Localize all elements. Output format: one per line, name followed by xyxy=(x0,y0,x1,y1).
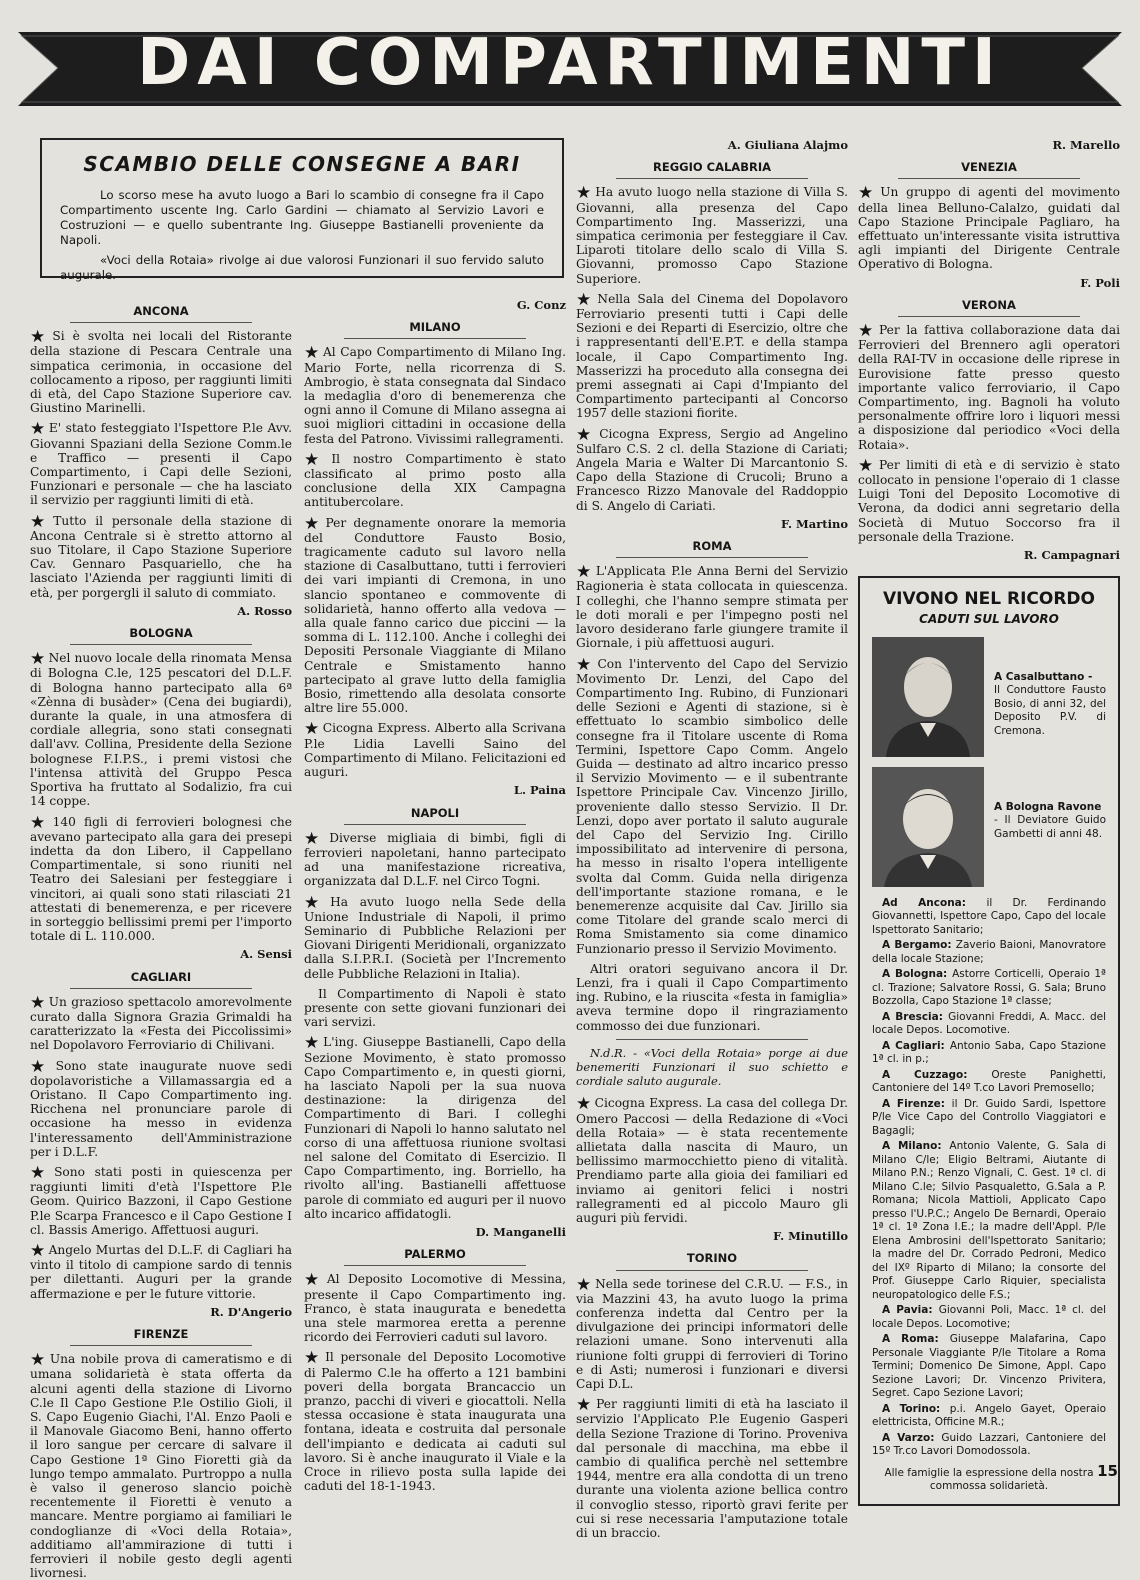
star-icon: ★ xyxy=(30,1240,46,1261)
divider xyxy=(70,644,252,645)
divider xyxy=(344,338,526,339)
divider xyxy=(616,557,808,558)
memorial-list-text: Giovanni Freddi, A. Macc. del locale Depos. Locomotive. xyxy=(872,1010,1106,1037)
memorial-place: A Casalbuttano - xyxy=(994,670,1093,683)
news-text: Un grazioso spettacolo amorevolmente curato dalla Signora Grazia Grimaldi ha caratterizzato la «Festa dei Piccolissimi» nel Dopolavoro Ferroviario di Chilivani. xyxy=(30,994,292,1053)
memorial-list-text: Oreste Panighetti, Cantoniere del 14º T.co Lavori Premosello; xyxy=(872,1068,1106,1095)
news-item xyxy=(304,449,566,510)
star-icon: ★ xyxy=(304,513,323,534)
news-item xyxy=(30,421,292,507)
news-text: Per raggiunti limiti di età ha lasciato il servizio l'Applicato P.le Eugenio Gasperi della Sezione Trazione di Torino. Proveniva dal personale di macchina, ma ebbe il cambio di qualifica perchè nel settembre 1944, mentre era alla condotta di un treno durante una violenta azione bellica contro il convoglio stesso, riportò gravi ferite per cui si rese necessaria l'amputazione totale di un braccio. xyxy=(576,1397,848,1541)
bari-box xyxy=(40,138,564,282)
news-item xyxy=(30,511,292,600)
star-icon: ★ xyxy=(30,1056,53,1077)
news-item xyxy=(30,812,292,944)
news-item xyxy=(304,345,566,445)
memorial-list-place: A Roma: xyxy=(882,1333,950,1346)
star-icon: ★ xyxy=(304,719,320,740)
memorial-list-item xyxy=(872,1140,1106,1302)
signature: A. Rosso xyxy=(237,603,292,618)
signature: R. Marello xyxy=(1052,138,1120,152)
divider xyxy=(344,824,526,825)
news-text: Nella sede torinese del C.R.U. — F.S., in via Mazzini 43, ha avuto luogo la prima conferenza indetta dal Centro per la divulgazione dei principi informatori delle relazioni umane. Sono intervenuti alla riunione folti gruppi di ferrovieri di Torino e di Asti; numerosi i funzionari e diversi Capi D.L. xyxy=(576,1276,848,1392)
star-icon: ★ xyxy=(30,649,46,670)
section-title-torino: TORINO xyxy=(686,1251,738,1266)
news-paragraph: Il Compartimento di Napoli è stato presente con sette giovani funzionari dei vari servizi. xyxy=(304,986,566,1030)
section-title-roma: ROMA xyxy=(692,539,732,554)
news-paragraph: Altri oratori seguivano ancora il Dr. Lenzi, fra i quali il Capo Compartimento ing. Rubino, e la riuscita «festa in famiglia» aveva termine dopo il ringraziamento commosso dei due funzionari. xyxy=(576,961,848,1033)
banner xyxy=(18,14,1122,122)
news-text: Per limiti di età e di servizio è stato collocato in pensione l'operaio di 1 classe Luigi Toni del Deposito Locomotive di Verona, da dodici anni segretario della Società di Mutuo Soccorso fra il personale della Trazione. xyxy=(858,457,1120,544)
section-title-bologna: BOLOGNA xyxy=(129,626,193,641)
memorial-list-place: Ad Ancona: xyxy=(882,896,987,909)
star-icon: ★ xyxy=(576,562,593,583)
star-icon: ★ xyxy=(576,289,595,310)
news-item xyxy=(30,1352,292,1580)
news-text: Cicogna Express. Alberto alla Scrivana P.le Lidia Lavelli Saino del Compartimento di Milano. Felicitazioni ed auguri. xyxy=(304,721,566,780)
signature: F. Minutillo xyxy=(773,1229,848,1244)
star-icon: ★ xyxy=(576,183,593,204)
memorial-list-place: A Brescia: xyxy=(882,1010,949,1023)
news-item xyxy=(858,455,1120,544)
section-title-milano: MILANO xyxy=(409,320,461,335)
signature: A. Sensi xyxy=(240,947,292,962)
section-title-reggio-calabria: REGGIO CALABRIA xyxy=(652,160,771,175)
news-item xyxy=(576,289,848,421)
divider xyxy=(344,1265,526,1266)
news-item xyxy=(858,185,1120,271)
memorial-list-item xyxy=(872,1098,1106,1139)
memorial-box xyxy=(858,576,1120,1505)
memorial-list-item xyxy=(872,1432,1106,1459)
signature: A. Giuliana Alajmo xyxy=(727,138,848,152)
news-item xyxy=(30,992,292,1053)
news-item xyxy=(30,1240,292,1301)
section-title-palermo: PALERMO xyxy=(404,1247,466,1262)
section-title-cagliari: CAGLIARI xyxy=(130,969,192,984)
memorial-list-text: Giuseppe Malafarina, Capo Personale Viaggiante P/le Titolare a Roma Termini; Domenico De Simone, Appl. Capo Sezione Lavori; Dr. Vincenzo Privitera, Segret. Capo Sezione Lavori; xyxy=(872,1333,1106,1400)
news-text: Un gruppo di agenti del movimento della linea Belluno-Calalzo, guidati dal Capo Stazione Principale Pagliaro, ha effettuato un'interessante visita istruttiva agli impianti del Dirigente Centrale Operativo di Bologna. xyxy=(858,185,1120,272)
memorial-list-place: A Torino: xyxy=(882,1402,950,1415)
news-text: L'Applicata P.le Anna Berni del Servizio Ragioneria è stata collocata in quiescenza. I colleghi, che l'hanno sempre stimata per le doti morali e per l'impegno posti nel lavoro desiderano farle giungere tramite il Giornale, i più affettuosi auguri. xyxy=(576,564,848,651)
bari-box-p1: Lo scorso mese ha avuto luogo a Bari lo scambio di consegne fra il Capo Compartimento uscente Ing. Carlo Gardini — chiamato al Servizio Lavori e Costruzioni — e quello subentrante Ing. Giuseppe Bastianelli proveniente da Napoli. xyxy=(60,188,544,247)
news-item xyxy=(304,1350,566,1493)
signature: F. Martino xyxy=(781,516,848,531)
memorial-person xyxy=(872,767,1106,887)
news-text: Una nobile prova di cameratismo e di umana solidarietà è stata offerta da alcuni agenti della stazione di Livorno C.le Il Capo Gestione P.le Ostilio Gioli, il S. Capo Eugenio Giachi, l'Al. Enzo Paoli e il Manovale Giacomo Beni, hanno offerto il loro sangue per cercare di salvare il Capo Gestione 1ª Gino Fioretti già da lungo tempo ammalato. Purtroppo a nulla è valso il generoso slancio poichè recentemente il Fioretti è venuto a mancare. Mentre porgiamo ai familiari le condoglianze di «Voci della Rotaia», additiamo all'ammirazione di tutti i ferrovieri il nobile gesto degli agenti livornesi. xyxy=(30,1352,292,1580)
memorial-list-place: A Cuzzago: xyxy=(882,1068,992,1081)
signature: D. Manganelli xyxy=(475,1224,566,1239)
memorial-list-item xyxy=(872,1069,1106,1096)
memorial-list-item xyxy=(872,968,1106,1009)
memorial-list-text: Astorre Corticelli, Operaio 1ª cl. Trazione; Salvatore Rossi, G. Sala; Bruno Bozzolla, Capo Stazione 1ª classe; xyxy=(872,968,1106,1008)
news-item xyxy=(30,1056,292,1159)
news-item xyxy=(576,654,848,956)
star-icon: ★ xyxy=(576,1094,592,1115)
memorial-place: A Bologna Ravone xyxy=(994,800,1102,813)
divider xyxy=(70,1345,252,1346)
editor-note: N.d.R. - «Voci della Rotaia» porge ai due benemeriti Funzionari il suo schietto e cordiale saluto augurale. xyxy=(576,1045,848,1089)
star-icon: ★ xyxy=(30,992,46,1013)
news-item xyxy=(30,1162,292,1237)
star-icon: ★ xyxy=(304,1270,324,1291)
bari-box-title: SCAMBIO DELLE CONSEGNE A BARI xyxy=(83,152,521,176)
column-4 xyxy=(858,138,1120,1493)
section-title-ancona: ANCONA xyxy=(133,304,189,318)
memorial-person xyxy=(872,637,1106,757)
news-text: Ha avuto luogo nella stazione di Villa S. Giovanni, alla presenza del Capo Compartimento Ing. Masserizzi, una simpatica cerimonia per festeggiare il Cav. Liparoti titolare dello scalo di Villa S. Giovanni, promosso Capo Stazione Superiore. xyxy=(576,185,848,286)
news-item xyxy=(304,1272,566,1344)
memorial-list-item xyxy=(872,1040,1106,1067)
news-text: L'ing. Giuseppe Bastianelli, Capo della Sezione Movimento, è stato promosso Capo Compartimento e, in questi giorni, ha lasciato Napoli per la sua nuova destinazione: la dirigenza del Compartimento di Bari. I colleghi Funzionari di Napoli lo hanno salutato nel corso di una affettuosa riunione svoltasi nel salone del Comitato di Esercizio. Il Capo Compartimento, ing. Borriello, ha rivolto all'ing. Bastianelli affettuose parole di commiato ed auguri per il nuovo alto incarico affidatogli. xyxy=(304,1035,566,1221)
news-item xyxy=(304,828,566,889)
memorial-list-place: A Firenze: xyxy=(882,1097,952,1110)
memorial-footer: Alle famiglie la espressione della nostra commossa solidarietà. xyxy=(884,1466,1094,1493)
memorial-list-place: A Bologna: xyxy=(882,968,953,981)
news-text: Il personale del Deposito Locomotive di Palermo C.le ha offerto a 121 bambini poveri della borgata Brancaccio un pranzo, pacchi di viveri e giocattoli. Nella stessa occasione è stata inaugurata una fontana, ideata e costruita dal personale dell'impianto e dedicata ai caduti sul lavoro. Si è anche inaugurato il Viale e la Croce in rilievo posta sulla lapide dei caduti del 18-1-1943. xyxy=(304,1350,566,1494)
news-text: Con l'intervento del Capo del Servizio Movimento Dr. Lenzi, del Capo del Compartimento Ing. Rubino, di Funzionari delle Sezioni e Agenti di stazione, si è effettuato lo scambio simbolico delle consegne fra il Titolare uscente di Roma Termini, Ispettore Capo Comm. Angelo Guida — destinato ad altro incarico presso il Servizio Movimento — e il subentrante Ispettore Principale Cav. Vincenzo Jirillo, proveniente dallo stesso Servizio. Il Dr. Lenzi, dopo aver portato il saluto augurale del Capo del Servizio Ing. Cirillo impossibilitato ad intervenire di persona, ha messo in risalto l'opera intelligente svolta dal Comm. Guida nella dirigenza dell'importante stazione romana, e le benemerenze acquisite dal Cav. Jirillo sia come Titolare del grande scalo merci di Roma Smistamento sia come dinamico Funzionario presso il Servizio Movimento. xyxy=(576,656,848,956)
news-item xyxy=(576,185,848,285)
memorial-list-text: p.i. Angelo Gayet, Operaio elettricista, Officine M.R.; xyxy=(872,1402,1106,1429)
memorial-list-place: A Milano: xyxy=(882,1140,950,1153)
divider xyxy=(616,1039,808,1040)
news-item xyxy=(304,721,566,779)
star-icon: ★ xyxy=(576,654,595,675)
news-text: Per la fattiva collaborazione data dai Ferrovieri del Brennero agli operatori della RAI-TV in occasione delle riprese in Eurovisione fatte presso questo importante valico ferroviario, il Capo Compartimento, ing. Bagnoli ha voluto personalmente offrire loro i liquori messi a disposizione dal periodico «Voci della Rotaia». xyxy=(858,323,1120,452)
memorial-list-text: Zaverio Baioni, Manovratore della locale Stazione; xyxy=(872,939,1106,965)
memorial-caption: - Il Deviatore Guido Gambetti di anni 48. xyxy=(994,814,1106,840)
divider xyxy=(616,1270,808,1271)
news-text: Nel nuovo locale della rinomata Mensa di Bologna C.le, 125 pescatori del D.L.F. di Bologna hanno partecipato alla 6ª «Zènna di busàder» (Cena dei bugiardi), durante la quale, in una atmosfera di cordiale allegria, sono stati consegnati dall'avv. Collina, Presidente della Sezione bolognese F.I.P.S., i premi vistosi che l'intensa attività del Gruppo Pesca Sportiva ha fruttato al Sodalizio, fra cui 14 coppe. xyxy=(30,651,292,809)
signature: F. Poli xyxy=(1080,275,1120,290)
portrait-photo xyxy=(872,637,984,757)
news-text: Sono state inaugurate nuove sedi dopolavoristiche a Villamassargia ed a Oristano. Il Capo Compartimento ing. Ricchena nel pronunciare parole di occasione ha messo in evidenza l'interessamento dell'Amministrazione per i D.L.F. xyxy=(30,1058,292,1159)
column-2 xyxy=(304,298,567,1494)
news-item xyxy=(304,892,566,981)
divider xyxy=(70,988,252,989)
memorial-list-item xyxy=(872,1011,1106,1038)
portrait-photo xyxy=(872,767,984,887)
memorial-list-text: Guido Lazzari, Cantoniere del 15º Tr.co Lavori Domodossola. xyxy=(872,1431,1106,1458)
bari-box-p2: «Voci della Rotaia» rivolge ai due valorosi Funzionari il suo fervido saluto augurale. xyxy=(60,253,544,282)
star-icon: ★ xyxy=(30,327,50,348)
news-text: Sono stati posti in quiescenza per raggiunti limiti d'età l'Ispettore P.le Geom. Quirico Bazzoni, il Capo Gestione P.le Scarpa Francesco e il Capo Gestione I cl. Bassis Amerigo. Affettuosi auguri. xyxy=(30,1164,292,1237)
divider xyxy=(616,178,808,179)
star-icon: ★ xyxy=(576,424,597,445)
memorial-list-text: Antonio Saba, Capo Stazione 1ª cl. in p.; xyxy=(872,1039,1106,1066)
star-icon: ★ xyxy=(304,892,328,913)
news-item xyxy=(304,1035,566,1221)
news-text: Tutto il personale della stazione di Ancona Centrale si è stretto attorno al suo Titolare, il Capo Stazione Superiore Cav. Gennaro Pasquariello, che ha lasciato l'Azienda per raggiunti limiti di età, per porgergli il saluto di commiato. xyxy=(30,513,292,600)
star-icon: ★ xyxy=(30,419,46,440)
news-text: Angelo Murtas del D.L.F. di Cagliari ha vinto il titolo di campione sardo di tennis per dilettanti. Auguri per la grande affermazione e per le future vittorie. xyxy=(30,1242,292,1301)
news-item xyxy=(30,329,292,415)
news-text: Al Deposito Locomotive di Messina, presente il Capo Compartimento ing. Franco, è stata inaugurata e benedetta una stele marmorea eretta a perenne ricordo dei Ferrovieri caduti sul lavoro. xyxy=(304,1272,567,1345)
memorial-list-text: il Dr. Guido Sardi, Ispettore P/le Vice Capo del Controllo Viaggiatori e Bagagli; xyxy=(872,1097,1106,1137)
news-item xyxy=(576,1397,848,1540)
memorial-list xyxy=(872,897,1106,1459)
signature: L. Paina xyxy=(513,783,566,798)
memorial-list-place: A Cagliari: xyxy=(882,1039,950,1052)
news-text: Cicogna Express, Sergio ad Angelino Sulfaro C.S. 2 cl. della Stazione di Cariati; Angela Maria e Walter Di Marcantonio S. Capo della Stazione di Crucoli; Bruno a Francesco Rizzo Manovale del Raddoppio di S. Angelo di Cariati. xyxy=(576,426,848,513)
divider xyxy=(898,316,1080,317)
news-text: Nella Sala del Cinema del Dopolavoro Ferroviario presenti tutti i Capi delle Sezioni e dei Reparti di Esercizio, oltre che i rappresentanti dell'E.P.T. e della stampa locale, il Capo Compartimento Ing. Masserizzi ha proceduto alla consegna dei premi assegnati ai Capi d'Impianto del Compartimento partecipanti al Concorso 1957 delle stazioni fiorite. xyxy=(576,291,848,421)
news-text: Ha avuto luogo nella Sede della Unione Industriale di Napoli, il primo Seminario di Pubbliche Relazioni per Giovani Dirigenti Meridionali, organizzato dalla S.I.P.R.I. (Società per l'Incremento delle Pubbliche Relazioni in Italia). xyxy=(304,894,566,981)
news-item xyxy=(576,1274,848,1392)
star-icon: ★ xyxy=(30,511,51,532)
memorial-list-place: A Varzo: xyxy=(882,1431,942,1444)
section-title-firenze: FIRENZE xyxy=(133,1327,189,1341)
memorial-list-text: il Dr. Ferdinando Giovannetti, Ispettore Capo, Capo del locale Ispettorato Sanitario; xyxy=(872,896,1106,936)
news-text: 140 figli di ferrovieri bolognesi che avevano partecipato alla gara dei presepi indetta da don Libero, il Cappellano Compartimentale, si sono riuniti nel Teatro dei Salesiani per festeggiare i vincitori, ai quali sono stati rilasciati 21 attestati di benemerenza, e per ricevere in sorteggio bellissimi premi per l'importo totale di L. 110.000. xyxy=(30,814,292,944)
section-title-verona: VERONA xyxy=(962,297,1016,312)
news-text: Al Capo Compartimento di Milano Ing. Mario Forte, nella ricorrenza di S. Ambrogio, è stata consegnata dal Sindaco la medaglia d'oro di benemerenza che ogni anno il Comune di Milano assegna ai suoi migliori cittadini in occasione della festa del Patrono. Vivissimi rallegramenti. xyxy=(304,345,566,446)
star-icon: ★ xyxy=(304,1348,323,1369)
star-icon: ★ xyxy=(576,1274,593,1295)
memorial-list-item xyxy=(872,897,1106,938)
memorial-title: VIVONO NEL RICORDO xyxy=(883,589,1095,610)
news-item xyxy=(30,651,292,808)
star-icon: ★ xyxy=(30,1350,47,1371)
column-3 xyxy=(576,138,848,1541)
divider xyxy=(898,178,1080,179)
memorial-list-place: A Bergamo: xyxy=(882,939,956,952)
memorial-list-item xyxy=(872,1333,1106,1401)
news-item xyxy=(858,323,1120,452)
star-icon: ★ xyxy=(304,1033,321,1054)
section-title-venezia: VENEZIA xyxy=(961,160,1017,175)
section-title-napoli: NAPOLI xyxy=(410,805,460,820)
news-text: Si è svolta nei locali del Ristorante della stazione di Pescara Centrale una simpatica cerimonia, in occasione del collocamento a riposo, per raggiunti limiti di età, del Capo Stazione Superiore cav. Giustino Marinelli. xyxy=(30,329,292,416)
memorial-list-text: Antonio Valente, G. Sala di Milano C/le; Eligio Beltrami, Aiutante di Milano P.N.; Renzo Vignali, C. Gest. 1ª cl. di Milano C.le; Silvio Pasqualetto, G.Sala a P. Romana; Nicola Mattioli, Applicato Capo presso l'U.P.C.; Angelo De Bernardi, Operaio 1ª cl. 1ª Zona I.E.; la madre dell'Appl. P/le Elena Ambrosini dell'Ispettorato Sanitario; la madre del Dr. Corrado Pedroni, Medico del IXº Riparto di Milano; la consorte del Prof. Giuseppe Carlo Riquier, specialista neuropatologico delle F.S.; xyxy=(872,1140,1107,1301)
news-text: Per degnamente onorare la memoria del Conduttore Fausto Bosio, tragicamente caduto sul lavoro nella stazione di Casalbuttano, tutti i ferrovieri dei vari impianti di Cremona, in uno slancio spontaneo e commovente di solidarietà, hanno offerto alla vedova — alla quale fanno carico due piccini — la somma di L. 112.100. Anche i colleghi dei Depositi Personale Viaggiante di Milano Centrale e Smistamento hanno partecipato al grave lutto della famiglia Bosio, rimettendo alla desolata consorte altre lire 55.000. xyxy=(304,515,566,716)
news-text: E' stato festeggiato l'Ispettore P.le Avv. Giovanni Spaziani della Sezione Comm.le e Traffico — presenti il Capo Compartimento, i Capi delle Sezioni, Funzionari e personale — che ha lasciato il servizio per raggiunti limiti di età. xyxy=(30,421,292,508)
signature: G. Conz xyxy=(516,298,566,312)
news-item xyxy=(576,564,848,650)
column-1 xyxy=(30,300,292,1580)
memorial-subtitle: CADUTI SUL LAVORO xyxy=(919,612,1059,627)
signature: R. D'Angerio xyxy=(210,1304,292,1319)
star-icon: ★ xyxy=(858,455,876,476)
star-icon: ★ xyxy=(304,449,329,470)
star-icon: ★ xyxy=(576,1395,594,1416)
divider xyxy=(70,322,252,323)
star-icon: ★ xyxy=(304,828,327,849)
memorial-caption: Il Conduttore Fausto Bosio, di anni 32, del Deposito P.V. di Cremona. xyxy=(994,684,1106,737)
memorial-list-item xyxy=(872,1403,1106,1430)
star-icon: ★ xyxy=(858,321,876,342)
star-icon: ★ xyxy=(304,343,320,364)
memorial-list-place: A Pavia: xyxy=(882,1304,939,1317)
news-text: Diverse migliaia di bimbi, figli di ferrovieri napoletani, hanno partecipato ad una manifestazione ricreativa, organizzata dal D.L.F. nel Circo Togni. xyxy=(304,830,566,889)
memorial-list-item xyxy=(872,939,1106,966)
news-text: Il nostro Compartimento è stato classificato al primo posto alla conclusione della XIX Campagna antitubercolare. xyxy=(304,451,566,510)
memorial-list-item xyxy=(872,1304,1106,1331)
page-number: 15 xyxy=(1097,1462,1118,1480)
news-item xyxy=(304,513,566,716)
star-icon: ★ xyxy=(30,812,50,833)
page-title: DAI COMPARTIMENTI xyxy=(137,26,1003,100)
news-item xyxy=(576,424,848,513)
memorial-list-text: Giovanni Poli, Macc. 1ª cl. del locale Depos. Locomotive; xyxy=(872,1304,1107,1330)
news-item xyxy=(576,1096,848,1225)
news-text: Cicogna Express. La casa del collega Dr. Omero Paccosi — della Redazione di «Voci della Rotaia» — è stata recentemente allietata dalla nascita di Mauro, un bellissimo marmocchietto pieno di vitalità. Prendiamo parte alla gioia dei familiari ed inviamo ai genitori felici i nostri rallegramenti ed al piccolo Mauro gli auguri più fervidi. xyxy=(576,1096,848,1226)
star-icon: ★ xyxy=(30,1162,52,1183)
signature: R. Campagnari xyxy=(1023,548,1120,563)
star-icon: ★ xyxy=(858,183,878,204)
